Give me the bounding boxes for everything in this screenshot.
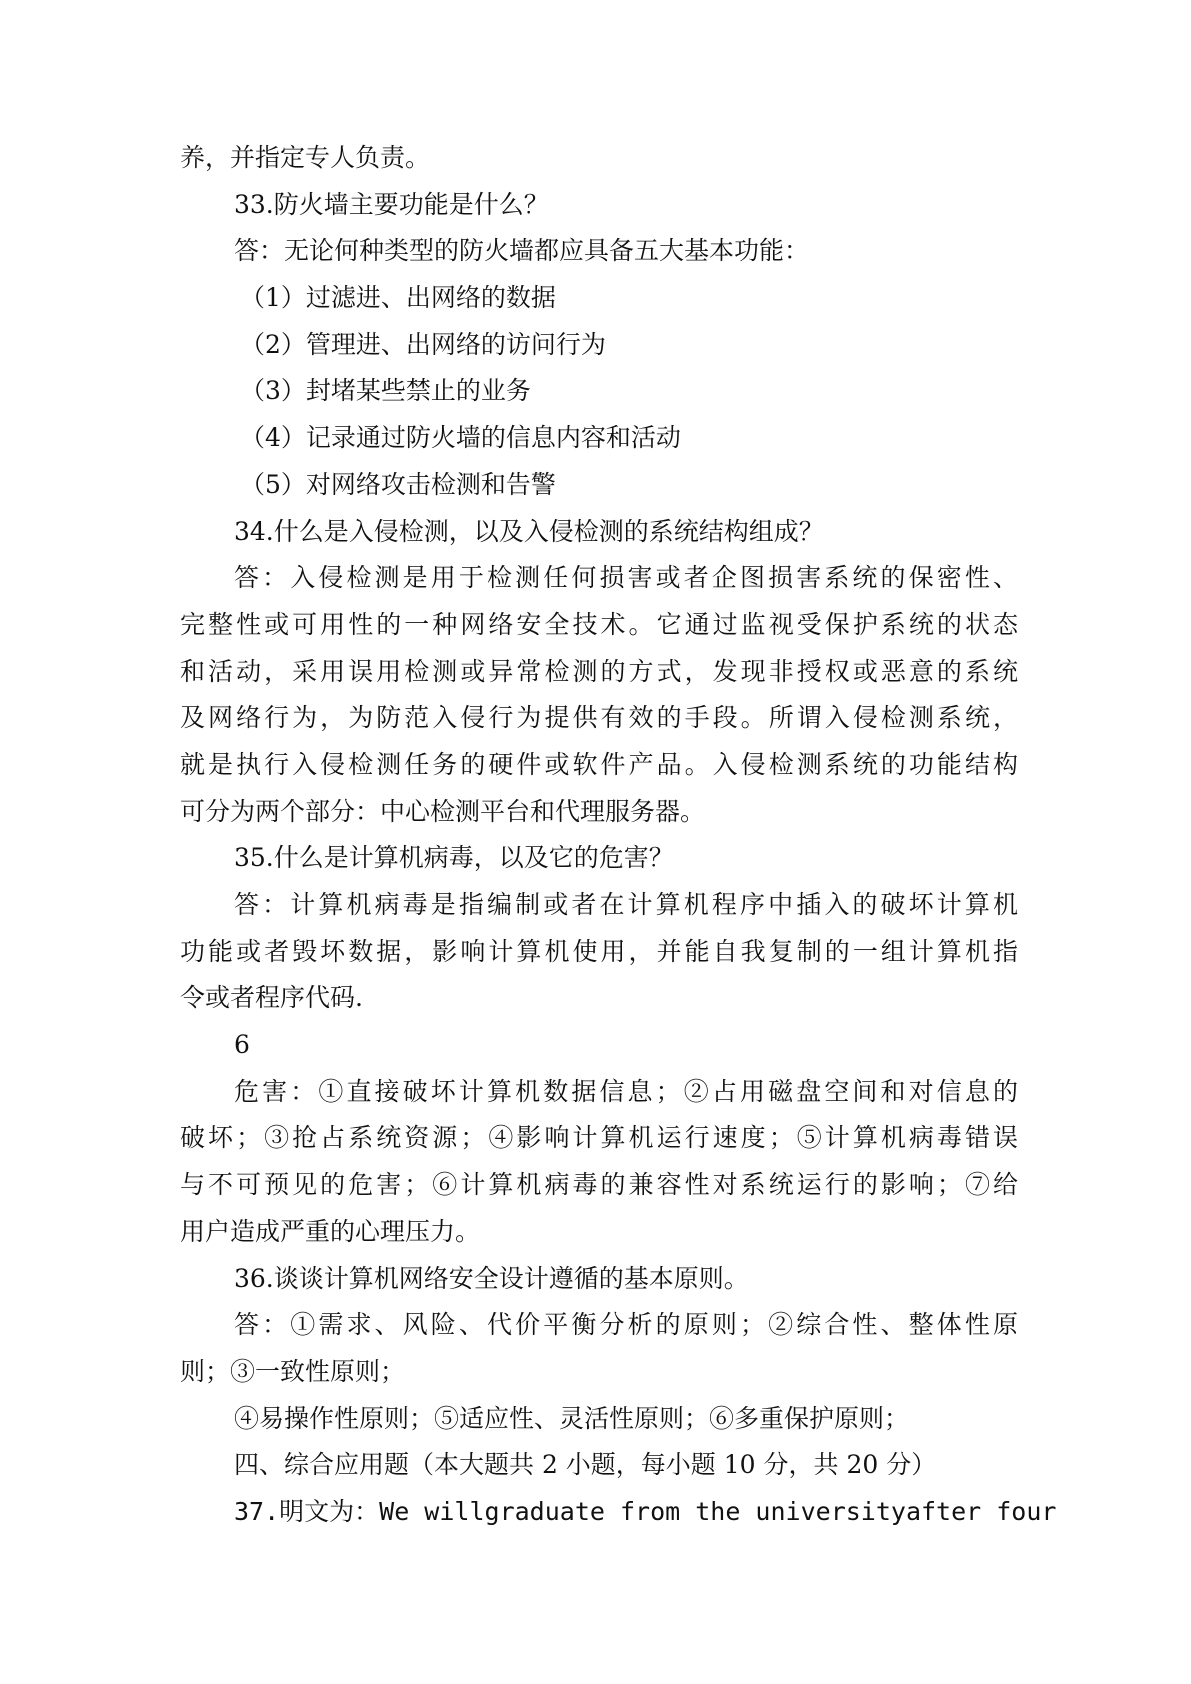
text-line: 及网络行为，为防范入侵行为提供有效的手段。所谓入侵检测系统， (180, 703, 1018, 733)
text-line: 用户造成严重的心理压力。 (180, 1216, 481, 1246)
list-item: （4）记录通过防火墙的信息内容和活动 (240, 423, 681, 453)
question-heading: 36.谈谈计算机网络安全设计遵循的基本原则。 (234, 1263, 749, 1293)
text-line: ④易操作性原则；⑤适应性、灵活性原则；⑥多重保护原则； (234, 1403, 910, 1433)
text-line: 破坏；③抢占系统资源；④影响计算机运行速度；⑤计算机病毒错误 (180, 1123, 1018, 1153)
answer-line: 答：①需求、风险、代价平衡分析的原则；②综合性、整体性原 (234, 1310, 1018, 1340)
list-item: （5）对网络攻击检测和告警 (240, 469, 556, 499)
question-heading: 33.防火墙主要功能是什么？ (234, 189, 549, 219)
text-line: 养，并指定专人负责。 (180, 143, 431, 172)
section-heading: 四、综合应用题（本大题共 2 小题，每小题 10 分，共 20 分） (234, 1450, 937, 1480)
text-line: 令或者程序代码. (180, 983, 363, 1013)
text-line: 则；③一致性原则； (180, 1356, 406, 1386)
question-heading: 35.什么是计算机病毒，以及它的危害？ (234, 843, 674, 873)
text-line: 危害：①直接破坏计算机数据信息；②占用磁盘空间和对信息的 (234, 1076, 1018, 1106)
list-item: （1）过滤进、出网络的数据 (240, 283, 556, 313)
page-number: 6 (234, 1030, 250, 1060)
text-line: 就是执行入侵检测任务的硬件或软件产品。入侵检测系统的功能结构 (180, 749, 1018, 779)
text-line: 可分为两个部分：中心检测平台和代理服务器。 (180, 796, 706, 826)
text-line: 与不可预见的危害；⑥计算机病毒的兼容性对系统运行的影响；⑦给 (180, 1170, 1018, 1200)
list-item: （2）管理进、出网络的访问行为 (240, 329, 606, 359)
question-heading: 37.明文为：We willgraduate from the universityafter four (234, 1496, 1057, 1526)
question-heading: 34.什么是入侵检测，以及入侵检测的系统结构组成？ (234, 516, 824, 546)
page-body-text (180, 135, 1057, 1536)
list-item: （3）封堵某些禁止的业务 (240, 376, 531, 406)
answer-line: 答：入侵检测是用于检测任何损害或者企图损害系统的保密性、 (234, 563, 1018, 593)
text-line: 功能或者毁坏数据，影响计算机使用，并能自我复制的一组计算机指 (180, 936, 1018, 966)
text-line: 和活动，采用误用检测或异常检测的方式，发现非授权或恶意的系统 (180, 656, 1018, 686)
answer-line: 答：无论何种类型的防火墙都应具备五大基本功能： (234, 236, 810, 266)
text-line: 完整性或可用性的一种网络安全技术。它通过监视受保护系统的状态 (180, 609, 1018, 639)
answer-line: 答：计算机病毒是指编制或者在计算机程序中插入的破坏计算机 (234, 890, 1018, 919)
